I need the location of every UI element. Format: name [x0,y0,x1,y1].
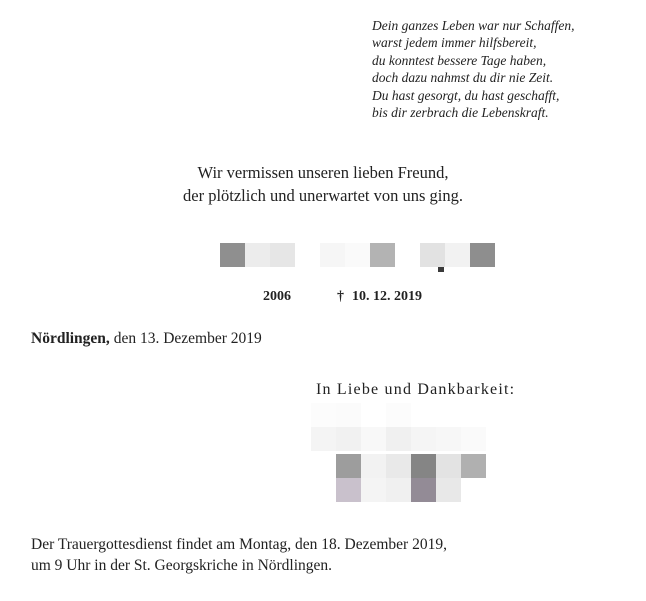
pixelated-signature-tile [436,454,461,478]
pixelated-signature-tile [311,427,336,451]
pixelated-name-tile [320,243,345,267]
pixelated-signature-tile [386,403,411,427]
place-city: Nördlingen, [31,330,110,347]
pixelated-signature-tile [336,478,361,502]
birth-year: 2006 [263,289,291,304]
intro-line-1: Wir vermissen unseren lieben Freund, [197,163,449,182]
pixelated-signature-tile [336,403,361,427]
pixelated-signature-tile [386,454,411,478]
pixelated-signature-tile [311,403,336,427]
pixelated-signature-tile [436,427,461,451]
pixelated-name-tile [420,243,445,267]
poem-line: warst jedem immer hilfsbereit, [372,35,537,51]
life-dates [0,289,646,307]
pixelated-signature-tile [386,427,411,451]
pixelated-name-tile [345,243,370,267]
pixelated-name-tile [370,243,395,267]
gratitude-heading: In Liebe und Dankbarkeit: [316,381,516,398]
intro-line-2: der plötzlich und unerwartet von uns ging. [183,185,463,205]
pixelated-signature-tile [411,478,436,502]
poem-line: Du hast gesorgt, du hast geschafft, [372,87,560,103]
poem-line: Dein ganzes Leben war nur Schaffen, [372,18,575,33]
pixelated-name-tile [270,243,295,267]
pixelated-name-tile [470,243,495,267]
pixelated-signature-tile [436,478,461,502]
pixelated-name-tile [245,243,270,267]
pixelated-signature-tile [336,454,361,478]
death-date-group [337,289,422,305]
intro-text [0,162,646,207]
pixelated-signature-tile [386,478,411,502]
pixelated-signature-tile [411,454,436,478]
pixelated-name-tile [438,267,444,272]
pixelated-name-tile [220,243,245,267]
pixelated-name-tile [445,243,470,267]
poem-line: doch dazu nahmst du dir nie Zeit. [372,70,554,86]
pixelated-signature-tile [461,427,486,451]
death-date: 10. 12. 2019 [352,289,422,304]
poem-verse [372,17,642,121]
pixelated-signature-tile [336,427,361,451]
pixelated-signature-tile [461,454,486,478]
service-announcement [31,534,447,576]
pixelated-signature-tile [361,478,386,502]
poem-line: bis dir zerbrach die Lebenskraft. [372,105,549,121]
place-date: den 13. Dezember 2019 [109,330,262,347]
place-and-date [31,330,262,348]
service-line-2: um 9 Uhr in der St. Georgskriche in Nördlingen. [31,557,333,574]
cross-icon: † [337,289,344,304]
poem-line: du konntest bessere Tage haben, [372,52,547,68]
pixelated-signature-tile [411,427,436,451]
pixelated-signature-tile [361,454,386,478]
pixelated-signature-tile [361,427,386,451]
service-line-1: Der Trauergottesdienst findet am Montag, den 18. Dezember 2019, [31,536,447,553]
